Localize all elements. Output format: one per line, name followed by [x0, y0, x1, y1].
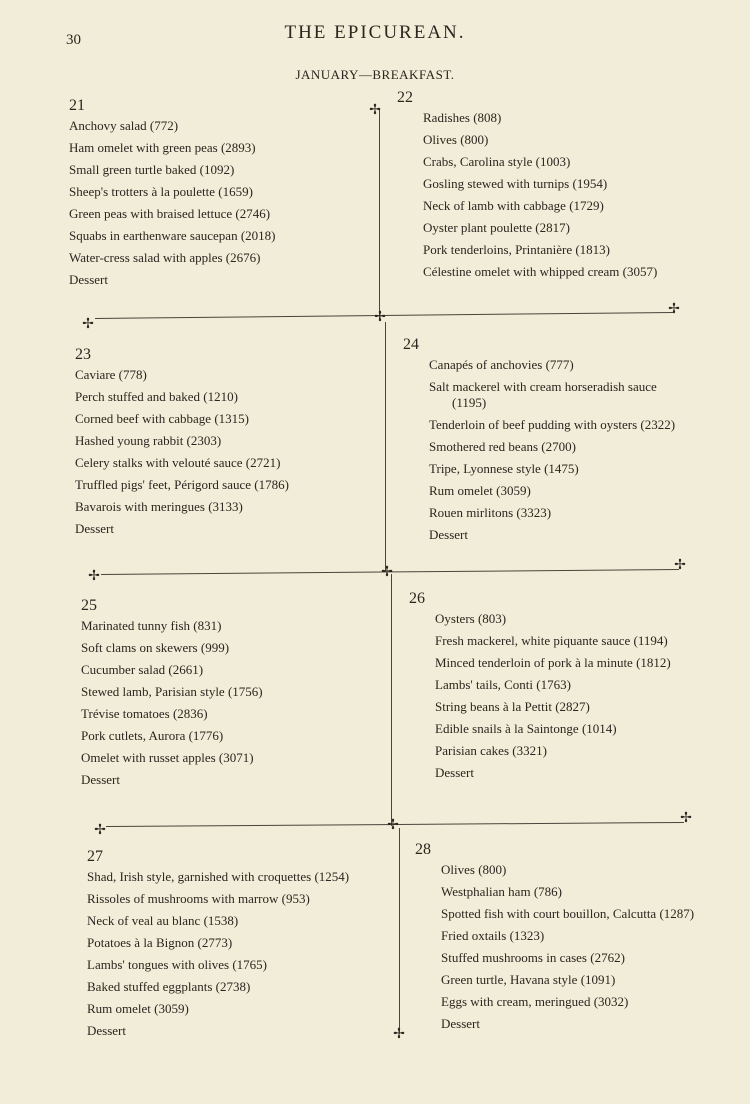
- menu-item: Pork cutlets, Aurora (1776): [81, 728, 224, 743]
- menu-item: Green turtle, Havana style (1091): [441, 972, 616, 987]
- menu-item: Fried oxtails (1323): [441, 928, 545, 943]
- menu-item: Marinated tunny fish (831): [81, 618, 222, 633]
- vertical-divider: [399, 828, 400, 1034]
- menu-item: Bavarois with meringues (3133): [75, 499, 243, 514]
- menu-item: Salt mackerel with cream horseradish sauce (1195): [429, 379, 657, 410]
- menu-item: Olives (800): [423, 132, 489, 147]
- menu-item: Dessert: [429, 527, 468, 542]
- menu-number: 23: [75, 346, 91, 363]
- menu-24: [403, 336, 693, 549]
- menu-item: Squabs in earthenware saucepan (2018): [69, 228, 276, 243]
- menu-item: Spotted fish with court bouillon, Calcutta (1287): [441, 906, 695, 921]
- menu-item: Parisian cakes (3321): [435, 743, 547, 758]
- menu-item: Dessert: [441, 1016, 480, 1031]
- fleuron-ornament: ✢: [674, 558, 686, 573]
- menu-23: [75, 346, 365, 543]
- menu-number: 22: [397, 89, 413, 106]
- menu-item: Soft clams on skewers (999): [81, 640, 230, 655]
- menu-number: 25: [81, 597, 97, 614]
- menu-item: Cucumber salad (2661): [81, 662, 204, 677]
- menu-item: Lambs' tails, Conti (1763): [435, 677, 571, 692]
- menu-22: [397, 89, 687, 286]
- menu-number: 24: [403, 336, 419, 353]
- fleuron-ornament: ✢: [88, 569, 100, 584]
- menu-item: Stewed lamb, Parisian style (1756): [81, 684, 263, 699]
- menu-number: 21: [69, 97, 85, 114]
- menu-item: Baked stuffed eggplants (2738): [87, 979, 251, 994]
- menu-item: Lambs' tongues with olives (1765): [87, 957, 267, 972]
- menu-item: Perch stuffed and baked (1210): [75, 389, 238, 404]
- fleuron-ornament: ✢: [82, 317, 94, 332]
- menu-26: [409, 590, 699, 787]
- menu-item: Fresh mackerel, white piquante sauce (1194): [435, 633, 668, 648]
- vertical-divider: [379, 110, 380, 320]
- menu-item: Célestine omelet with whipped cream (3057): [423, 264, 658, 279]
- menu-item: Gosling stewed with turnips (1954): [423, 176, 608, 191]
- menu-item: Tripe, Lyonnese style (1475): [429, 461, 579, 476]
- vertical-divider: [385, 322, 386, 572]
- menu-item: Dessert: [435, 765, 474, 780]
- menu-item: Rum omelet (3059): [87, 1001, 189, 1016]
- menu-27: [87, 848, 377, 1045]
- menu-item: Westphalian ham (786): [441, 884, 562, 899]
- menu-item: Celery stalks with velouté sauce (2721): [75, 455, 281, 470]
- menu-number: 26: [409, 590, 425, 607]
- menu-item: Sheep's trotters à la poulette (1659): [69, 184, 253, 199]
- fleuron-ornament: ✢: [393, 1027, 405, 1042]
- menu-item: Omelet with russet apples (3071): [81, 750, 254, 765]
- fleuron-ornament: ✢: [387, 818, 399, 833]
- page-number: 30: [66, 32, 81, 48]
- menu-item: Rum omelet (3059): [429, 483, 531, 498]
- menu-item: Smothered red beans (2700): [429, 439, 576, 454]
- menu-item: Canapés of anchovies (777): [429, 357, 574, 372]
- vertical-divider: [391, 574, 392, 826]
- running-title: THE EPICUREAN.: [284, 22, 466, 43]
- menu-item: Dessert: [87, 1023, 126, 1038]
- fleuron-ornament: ✢: [680, 811, 692, 826]
- menu-item: Eggs with cream, meringued (3032): [441, 994, 629, 1009]
- menu-item: Dessert: [81, 772, 120, 787]
- menu-item: Edible snails à la Saintonge (1014): [435, 721, 617, 736]
- fleuron-ornament: ✢: [94, 823, 106, 838]
- menu-item: Stuffed mushrooms in cases (2762): [441, 950, 625, 965]
- fleuron-ornament: ✢: [374, 310, 386, 325]
- fleuron-ornament: ✢: [381, 565, 393, 580]
- menu-item: Corned beef with cabbage (1315): [75, 411, 249, 426]
- menu-item: Water-cress salad with apples (2676): [69, 250, 261, 265]
- fleuron-ornament: ✢: [369, 103, 381, 118]
- menu-number: 27: [87, 848, 103, 865]
- menu-item: Ham omelet with green peas (2893): [69, 140, 256, 155]
- menu-item: Dessert: [69, 272, 108, 287]
- menu-item: String beans à la Pettit (2827): [435, 699, 590, 714]
- fleuron-ornament: ✢: [668, 302, 680, 317]
- menu-25: [81, 597, 371, 794]
- section-title: JANUARY—BREAKFAST.: [295, 67, 455, 82]
- menu-28: [415, 841, 705, 1038]
- menu-item: Trévise tomatoes (2836): [81, 706, 208, 721]
- menu-item: Crabs, Carolina style (1003): [423, 154, 571, 169]
- menu-item: Caviare (778): [75, 367, 147, 382]
- menu-item: Neck of veal au blanc (1538): [87, 913, 239, 928]
- menu-item: Rissoles of mushrooms with marrow (953): [87, 891, 310, 906]
- menu-item: Pork tenderloins, Printanière (1813): [423, 242, 611, 257]
- menu-item: Dessert: [75, 521, 114, 536]
- menu-item: Hashed young rabbit (2303): [75, 433, 222, 448]
- menu-item: Olives (800): [441, 862, 507, 877]
- menu-item: Radishes (808): [423, 110, 502, 125]
- menu-item: Tenderloin of beef pudding with oysters (2322): [429, 417, 676, 432]
- menu-item: Oysters (803): [435, 611, 507, 626]
- menu-item: Oyster plant poulette (2817): [423, 220, 570, 235]
- menu-number: 28: [415, 841, 431, 858]
- menu-item: Neck of lamb with cabbage (1729): [423, 198, 604, 213]
- menu-item: Minced tenderloin of pork à la minute (1812): [435, 655, 671, 670]
- menu-item: Potatoes à la Bignon (2773): [87, 935, 233, 950]
- menu-item: Small green turtle baked (1092): [69, 162, 235, 177]
- menu-item: Truffled pigs' feet, Périgord sauce (1786): [75, 477, 289, 492]
- menu-item: Green peas with braised lettuce (2746): [69, 206, 271, 221]
- menu-21: [69, 97, 359, 294]
- menu-item: Shad, Irish style, garnished with croquettes (1254): [87, 869, 350, 884]
- menu-item: Anchovy salad (772): [69, 118, 179, 133]
- menu-item: Rouen mirlitons (3323): [429, 505, 552, 520]
